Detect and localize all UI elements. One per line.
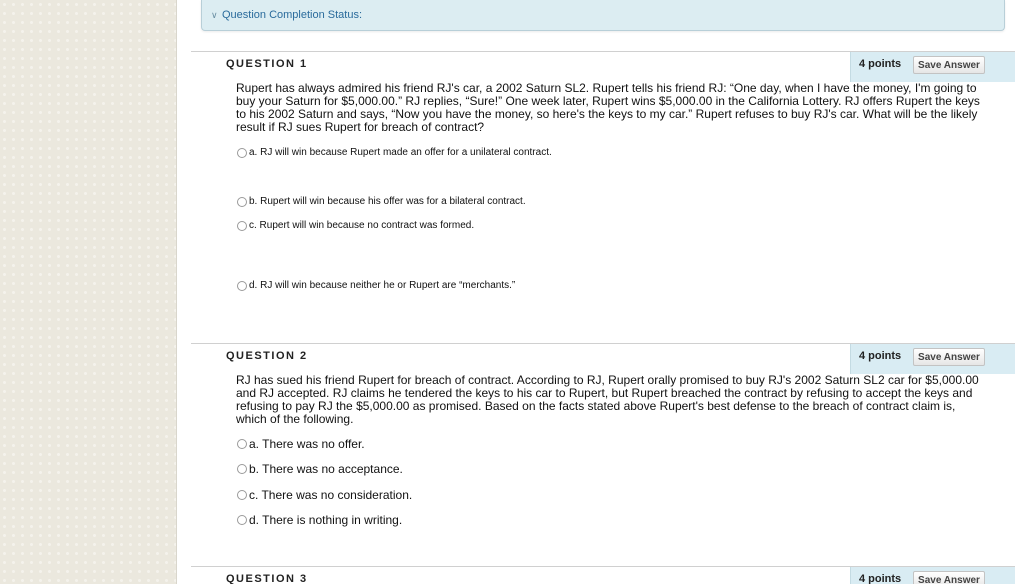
option-label: b. There was no acceptance.: [249, 462, 403, 476]
option-label: a. There was no offer.: [249, 437, 365, 451]
answer-option-d[interactable]: [237, 280, 515, 291]
option-label: a. RJ will win because Rupert made an offer for a unilateral contract.: [249, 147, 552, 158]
question-title: QUESTION 3: [226, 573, 308, 584]
left-background-pattern: [0, 0, 176, 584]
points-label: 4 points: [859, 58, 902, 70]
option-label: c. There was no consideration.: [249, 488, 413, 502]
points-box: [850, 567, 1015, 584]
answer-option-b[interactable]: [237, 196, 526, 207]
question-text: RJ has sued his friend Rupert for breach of contract. According to RJ, Rupert orally promised to buy RJ's 2002 Saturn SL2 car for $5,000.00 and RJ accepted. RJ claims he tendered the keys to his car to Rupert, but Rupert breached the contract by refusing to accept the keys and refusing to pay RJ the $5,000.00 as promised. Based on the facts stated above Rupert's best defense to the breach of contract claim is, which of the following.: [236, 373, 979, 426]
radio-button[interactable]: [237, 464, 247, 474]
answer-option-c[interactable]: [237, 488, 412, 502]
save-answer-button[interactable]: Save Answer: [913, 348, 985, 366]
radio-button[interactable]: [237, 281, 247, 291]
question-block-2: [191, 343, 1015, 563]
completion-status-label: Question Completion Status:: [222, 9, 363, 21]
chevron-down-icon[interactable]: ∨: [211, 10, 218, 20]
question-header: [191, 51, 1015, 82]
points-box: [850, 52, 1015, 82]
question-title: QUESTION 2: [226, 350, 308, 362]
radio-button[interactable]: [237, 221, 247, 231]
radio-button[interactable]: [237, 515, 247, 525]
answer-option-a[interactable]: [237, 147, 552, 158]
question-block-3: [191, 566, 1015, 584]
radio-button[interactable]: [237, 197, 247, 207]
points-box: [850, 344, 1015, 374]
points-label: 4 points: [859, 350, 902, 362]
answer-option-b[interactable]: [237, 462, 403, 476]
question-title: QUESTION 1: [226, 58, 308, 70]
radio-button[interactable]: [237, 439, 247, 449]
answer-option-d[interactable]: [237, 513, 402, 527]
save-answer-button[interactable]: Save Answer: [913, 571, 985, 584]
points-label: 4 points: [859, 573, 902, 584]
question-block-1: [191, 51, 1015, 341]
content-area: [176, 0, 1024, 584]
option-label: c. Rupert will win because no contract was formed.: [249, 220, 475, 231]
option-label: d. RJ will win because neither he or Rupert are “merchants.”: [249, 280, 516, 291]
question-header: [191, 343, 1015, 374]
question-header: [191, 566, 1015, 584]
radio-button[interactable]: [237, 490, 247, 500]
save-answer-button[interactable]: Save Answer: [913, 56, 985, 74]
answer-option-a[interactable]: [237, 437, 365, 451]
question-text: Rupert has always admired his friend RJ's car, a 2002 Saturn SL2. Rupert tells his friend RJ: “One day, when I have the money, I'm going to buy your Saturn for $5,000.00.” RJ replies, “Sure!” One week later, Rupert wins $5,000.00 in the California Lottery. RJ offers Rupert the keys to his 2002 Saturn and says, “Now you have the money, so here's the keys to my car.” Rupert refuses to buy RJ's car. What will be the likely result if RJ sues Rupert for breach of contract?: [236, 81, 980, 134]
question-completion-status-bar[interactable]: [201, 0, 1005, 31]
option-label: b. Rupert will win because his offer was for a bilateral contract.: [249, 196, 526, 207]
radio-button[interactable]: [237, 148, 247, 158]
answer-option-c[interactable]: [237, 220, 474, 231]
option-label: d. There is nothing in writing.: [249, 513, 403, 527]
